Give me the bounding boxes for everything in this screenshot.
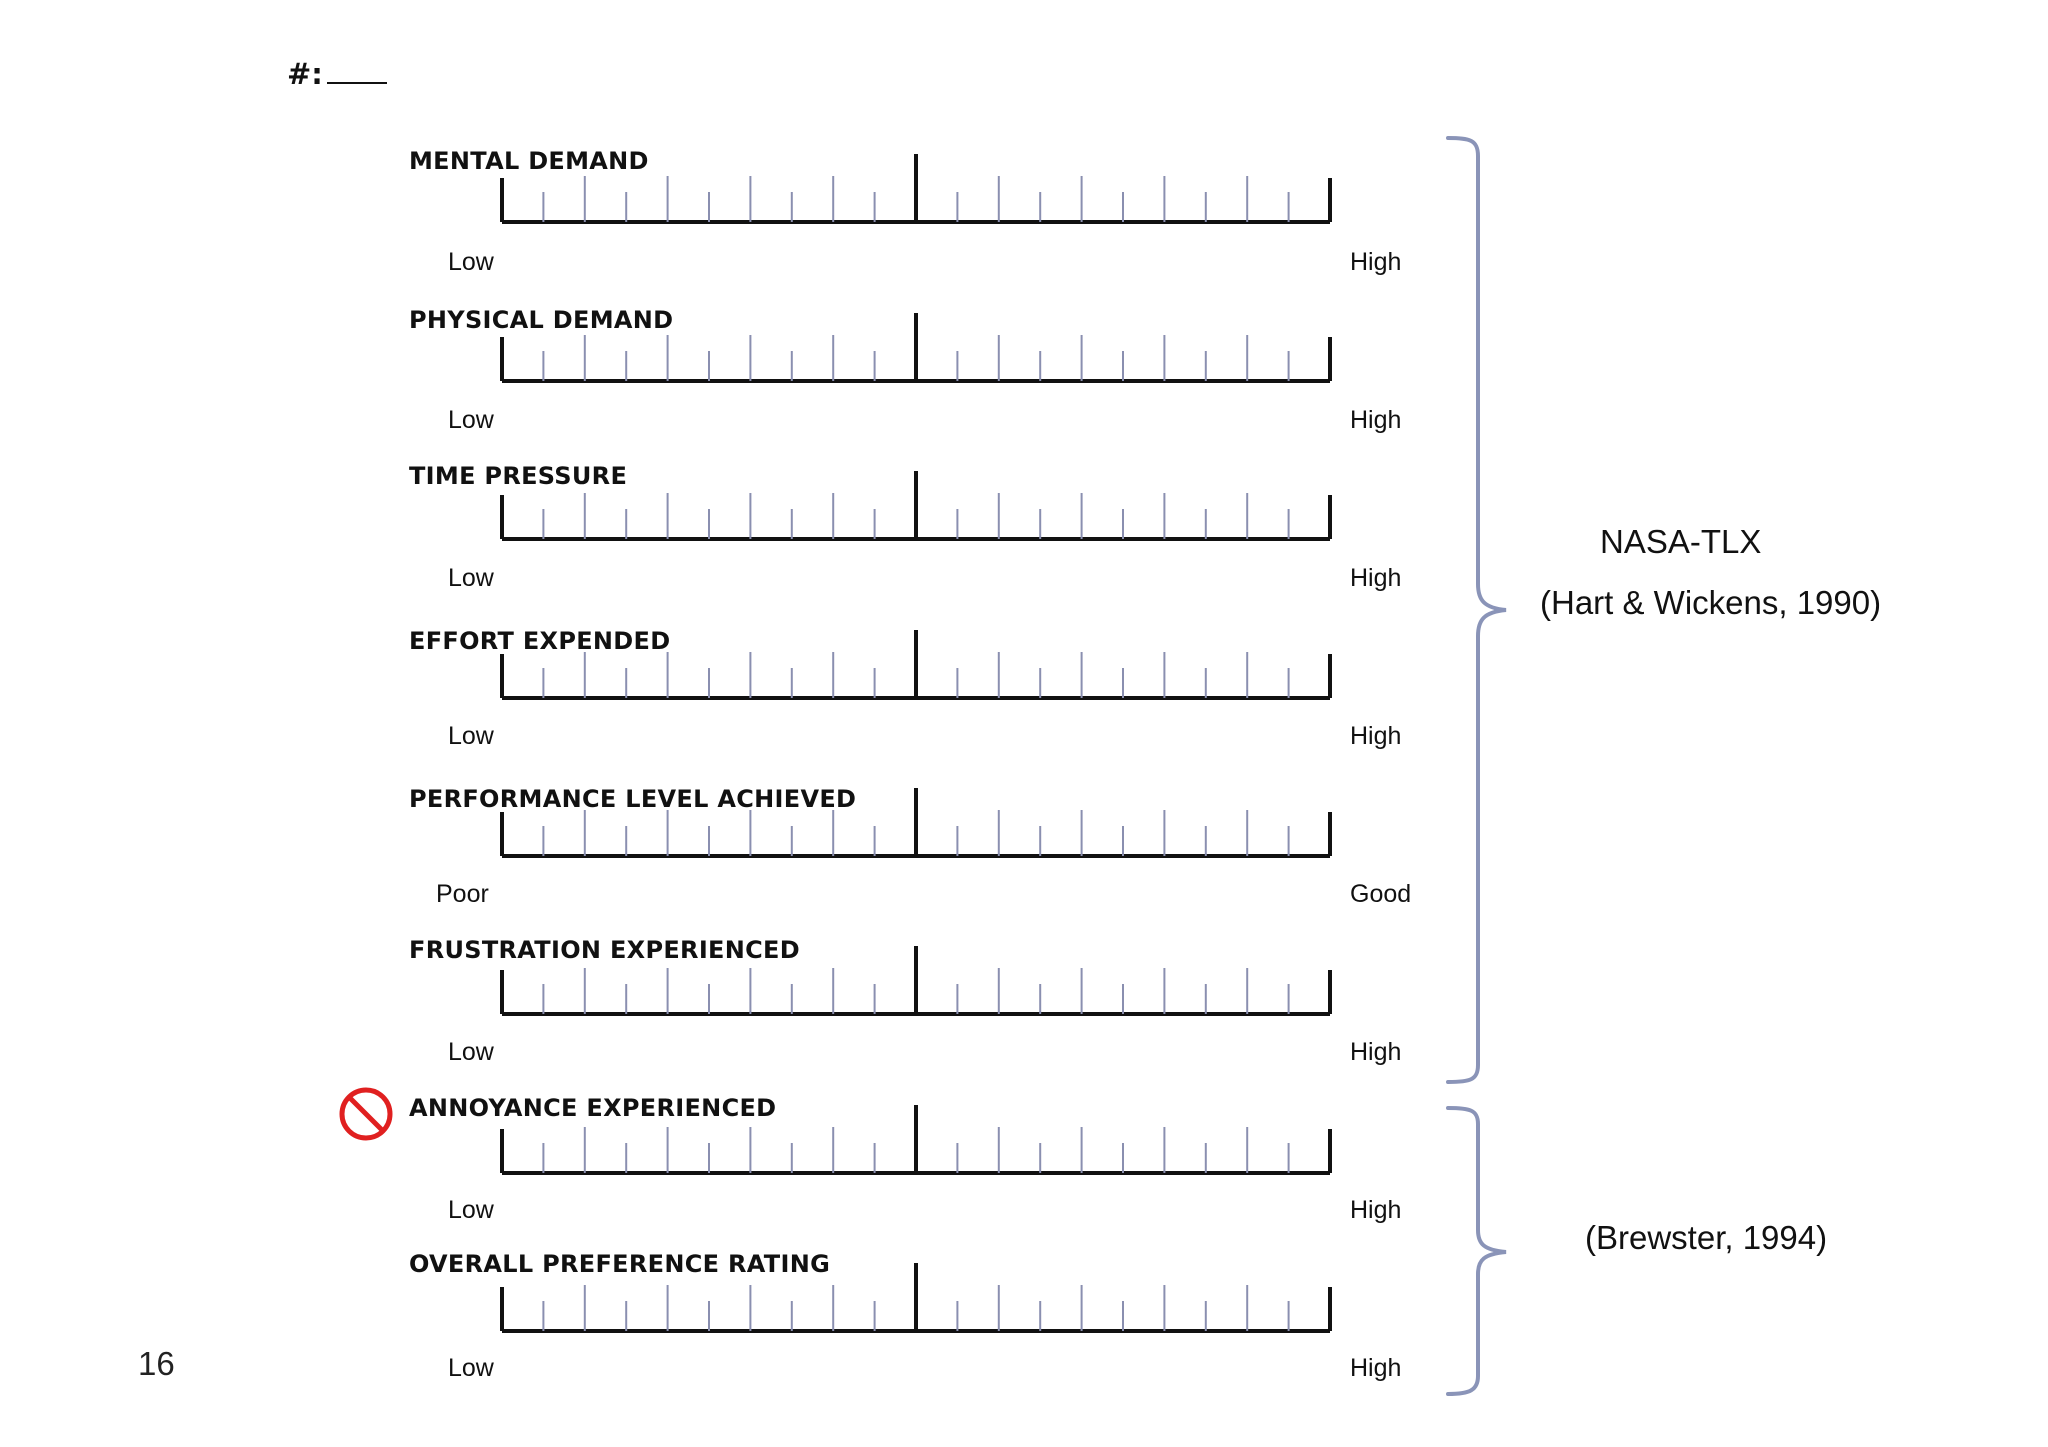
nasa-tlx-title: NASA-TLX <box>1600 523 1762 560</box>
scale-low-anchor: Low <box>448 248 494 276</box>
scale-high-anchor: High <box>1350 564 1402 592</box>
rating-scale-bar[interactable] <box>496 1259 1336 1335</box>
rating-scale-bar[interactable] <box>496 150 1336 226</box>
scale-high-anchor: High <box>1350 1038 1402 1066</box>
scale-high-anchor: High <box>1350 406 1402 434</box>
number-label: #: <box>287 57 323 91</box>
scale-low-anchor: Low <box>448 406 494 434</box>
scale-low-anchor: Low <box>448 1196 494 1224</box>
scale-low-anchor: Low <box>448 1354 494 1382</box>
rating-scale-bar[interactable] <box>496 1101 1336 1177</box>
nasa-tlx-brace <box>1440 130 1510 1090</box>
scale-title: FRUSTRATION EXPERIENCED <box>409 936 800 964</box>
rating-scale-bar[interactable] <box>496 784 1336 860</box>
number-field <box>287 56 387 91</box>
scale-low-anchor: Low <box>448 564 494 592</box>
scale-high-anchor: High <box>1350 1354 1402 1382</box>
scale-low-anchor: Low <box>448 722 494 750</box>
rating-scale-bar[interactable] <box>496 942 1336 1018</box>
scale-high-anchor: Good <box>1350 880 1412 908</box>
scale-title: PERFORMANCE LEVEL ACHIEVED <box>409 785 857 813</box>
scale-title: TIME PRESSURE <box>409 462 628 490</box>
number-blank-line[interactable] <box>327 56 387 84</box>
scale-title: EFFORT EXPENDED <box>409 627 671 655</box>
no-entry-icon <box>338 1086 394 1142</box>
scale-title: ANNOYANCE EXPERIENCED <box>409 1094 777 1122</box>
nasa-tlx-citation: (Hart & Wickens, 1990) <box>1540 584 1882 621</box>
scale-title: MENTAL DEMAND <box>409 147 649 175</box>
scale-title: OVERALL PREFERENCE RATING <box>409 1250 831 1278</box>
scale-low-anchor: Poor <box>436 880 489 908</box>
scale-high-anchor: High <box>1350 1196 1402 1224</box>
page-number: 16 <box>138 1345 175 1382</box>
scale-high-anchor: High <box>1350 722 1402 750</box>
scale-high-anchor: High <box>1350 248 1402 276</box>
brewster-brace <box>1440 1102 1510 1402</box>
rating-scale-bar[interactable] <box>496 309 1336 385</box>
rating-scale-bar[interactable] <box>496 467 1336 543</box>
rating-scale-bar[interactable] <box>496 626 1336 702</box>
brewster-citation: (Brewster, 1994) <box>1585 1219 1828 1256</box>
scale-title: PHYSICAL DEMAND <box>409 306 674 334</box>
scale-low-anchor: Low <box>448 1038 494 1066</box>
